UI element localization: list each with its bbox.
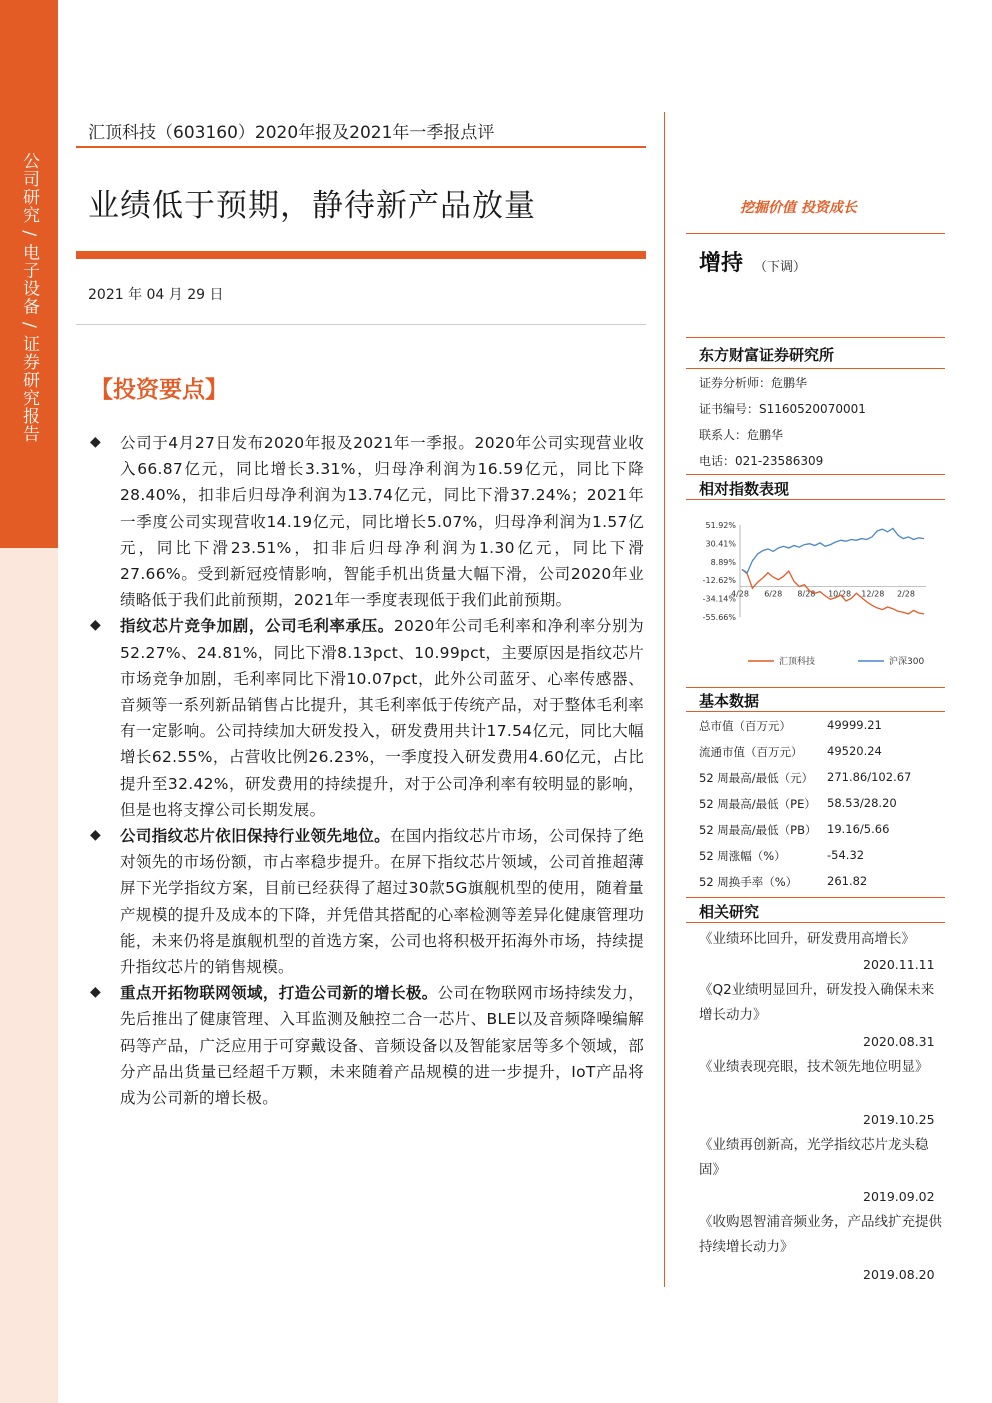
investment-points	[88, 430, 644, 1111]
perf-title: 相对指数表现	[699, 480, 790, 498]
divider	[686, 897, 945, 898]
series-line	[742, 528, 924, 572]
y-tick-label: -55.66%	[702, 613, 736, 622]
bullet-item	[88, 980, 644, 1111]
divider-thick	[76, 251, 646, 259]
basic-row: 52 周换手率（%） 261.82	[699, 874, 868, 889]
related-report-link[interactable]: 《业绩表现亮眼，技术领先地位明显》	[699, 1059, 929, 1075]
divider	[686, 922, 945, 923]
section-title: 【投资要点】	[90, 376, 228, 403]
relative-performance-chart	[686, 515, 945, 685]
report-title: 业绩低于预期，静待新产品放量	[88, 188, 536, 224]
phone: 电话：021-23586309	[699, 454, 824, 468]
report-date: 2020.08.31	[863, 1034, 935, 1049]
basic-row: 52 周涨幅（%） -54.32	[699, 848, 865, 863]
slogan: 挖掘价值 投资成长	[740, 200, 857, 216]
y-tick-label: 8.89%	[710, 557, 736, 567]
basic-row: 总市值（百万元） 49999.21	[699, 718, 882, 733]
x-tick-label: 6/28	[764, 589, 783, 599]
report-date: 2020.11.11	[863, 957, 935, 972]
bullet-text: 公司于4月27日发布2020年报及2021年一季报。2020年公司实现营业收入66.87亿元，同比增长3.31%，归母净利润为16.59亿元，同比下降28.40%，扣非后归母净利润为13.74亿元，同比下滑37.24%；2021年一季度公司实现营收14.19亿元，同比增长5.07%，归母净利润为1.57亿元，同比下滑23.51%，扣非后归母净利润为1.30亿元，同比下滑27.66%。受到新冠疫情影响，智能手机出货量大幅下滑，公司2020年业绩略低于我们此前预期，2021年一季度表现低于我们此前预期。	[120, 434, 644, 610]
rating: 增持	[699, 251, 744, 276]
y-tick-label: 30.41%	[705, 539, 736, 549]
bullet-text: 公司指纹芯片依旧保持行业领先地位。在国内指纹芯片市场，公司保持了绝对领先的市场份额，市占率稳步提升。在屏下指纹芯片领域，公司首推超薄屏下光学指纹方案，目前已经获得了超过30款5G旗舰机型的使用，随着量产规模的提升及成本的下降，并凭借其搭配的心率检测等差异化健康管理功能，未来仍将是旗舰机型的首选方案，公司也将积极开拓海外市场，持续提升指纹芯片的销售规模。	[120, 827, 644, 977]
x-tick-label: 10/28	[828, 589, 852, 599]
related-report-link[interactable]: 《收购恩智浦音频业务，产品线扩充提供持续增长动力》	[699, 1214, 942, 1255]
report-date: 2019.08.20	[863, 1267, 935, 1282]
bullet-text: 指纹芯片竞争加剧，公司毛利率承压。2020年公司毛利率和净利率分别为52.27%、24.81%，同比下滑8.13pct、10.99pct，主要原因是指纹芯片市场竞争加剧，毛利率同比下滑10.07pct，此外公司蓝牙、心率传感器、音频等一系列新品销售占比提升，其毛利率低于传统产品，对于整体毛利率有一定影响。公司持续加大研发投入，研发费用共计17.54亿元，同比大幅增长62.55%，占营收比例26.23%，一季度投入研发费用4.60亿元，占比提升至32.42%，研发费用的持续提升，对于公司净利率有较明显的影响，但是也将支撑公司长期发展。	[120, 617, 644, 819]
x-tick-label: 12/28	[861, 589, 885, 599]
report-date: 2019.10.25	[863, 1112, 935, 1127]
bullet-item	[88, 430, 644, 613]
x-tick-label: 4/28	[731, 589, 749, 599]
basic-row: 52 周最高/最低（PE） 58.53/28.20	[699, 796, 897, 811]
bullet-item	[88, 613, 644, 823]
research-title: 相关研究	[699, 903, 760, 921]
basic-row: 52 周最高/最低（PB） 19.16/5.66	[699, 822, 890, 837]
x-tick-label: 8/28	[797, 589, 816, 599]
contact: 联系人：危鹏华	[699, 428, 784, 442]
bullet-text: 重点开拓物联网领域，打造公司新的增长极。公司在物联网市场持续发力，先后推出了健康管理、入耳监测及触控二合一芯片、BLE以及音频降噪编解码等产品，广泛应用于可穿戴设备、音频设备以及智能家居等多个领域，部分产品出货量已经超千万颗，未来随着产品规模的进一步提升，IoT产品将成为公司新的增长极。	[120, 984, 644, 1108]
analyst: 证券分析师：危鹏华	[699, 376, 808, 390]
basic-title: 基本数据	[699, 692, 760, 710]
divider	[686, 337, 945, 338]
sidebar-band-light	[0, 548, 58, 1403]
legend-label: 汇顶科技	[779, 657, 816, 667]
related-report-link[interactable]: 《业绩环比回升，研发费用高增长》	[699, 931, 915, 947]
rating-note: （下调）	[754, 260, 807, 275]
diamond-icon: ◆	[90, 617, 101, 634]
divider	[686, 499, 945, 500]
diamond-icon: ◆	[90, 827, 101, 844]
report-date: 2021 年 04 月 29 日	[88, 287, 224, 303]
y-tick-label: 51.92%	[705, 521, 736, 530]
divider	[686, 687, 945, 688]
basic-row: 流通市值（百万元） 49520.24	[699, 744, 882, 759]
related-report-link[interactable]: 《业绩再创新高，光学指纹芯片龙头稳固》	[699, 1137, 929, 1178]
diamond-icon: ◆	[90, 434, 101, 450]
divider	[76, 146, 646, 148]
y-tick-label: -12.62%	[702, 576, 736, 586]
legend-label: 沪深300	[889, 657, 925, 667]
report-subtitle: 汇顶科技（603160）2020年报及2021年一季报点评	[88, 123, 495, 143]
divider	[686, 368, 945, 369]
y-tick-label: -34.14%	[702, 594, 736, 604]
divider	[686, 233, 945, 234]
divider-thin	[76, 324, 646, 325]
bullet-item	[88, 823, 644, 980]
related-report-link[interactable]: 《Q2业绩明显回升，研发投入确保未来增长动力》	[699, 982, 935, 1023]
basic-row: 52 周最高/最低（元） 271.86/102.67	[699, 770, 912, 785]
column-divider	[664, 112, 665, 1287]
divider	[686, 474, 945, 475]
diamond-icon: ◆	[90, 984, 101, 1001]
sidebar-category: 公司研究 / 电子设备 / 证券研究报告	[19, 152, 39, 444]
x-tick-label: 2/28	[897, 589, 915, 599]
report-date: 2019.09.02	[863, 1189, 935, 1204]
divider	[686, 711, 945, 712]
certificate: 证书编号：S1160520070001	[699, 402, 866, 416]
institution-name: 东方财富证券研究所	[699, 346, 835, 364]
